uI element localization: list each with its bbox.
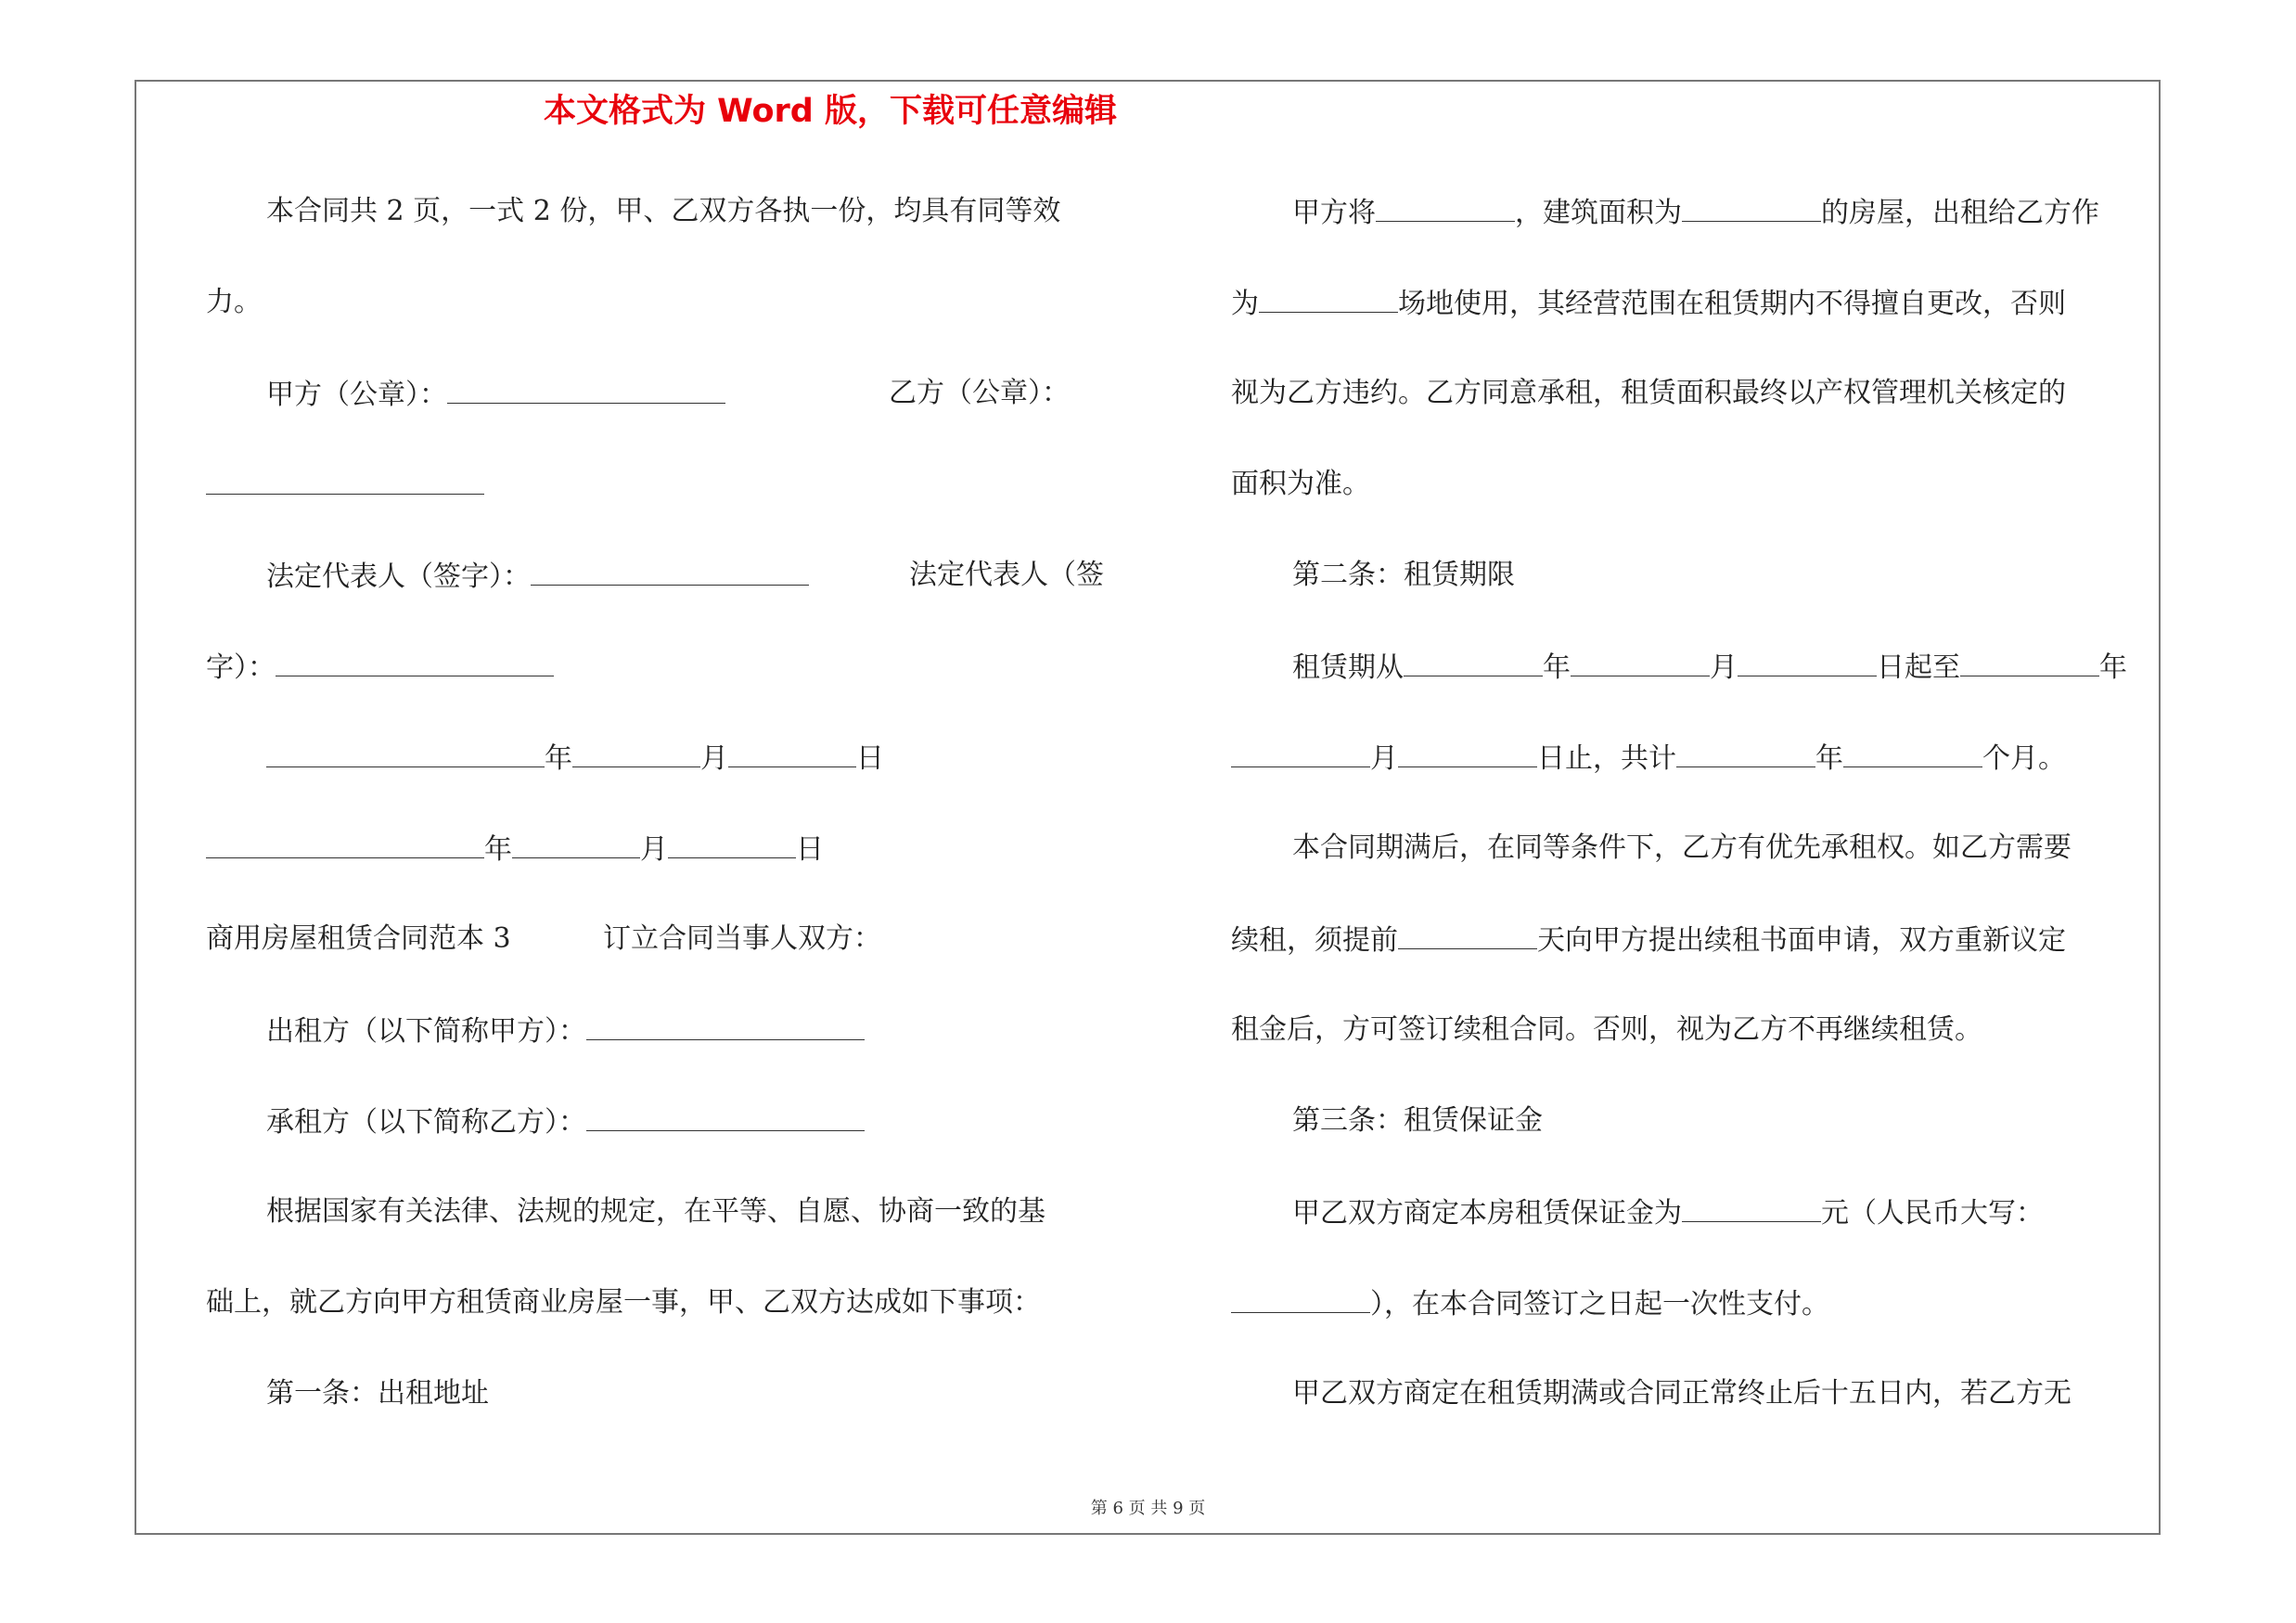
blank [1682,193,1821,222]
left-line-date-b [206,830,824,869]
blank [1376,193,1515,222]
text: 天向甲方提出续租书面申请，双方重新议定 [1537,924,2066,957]
text: 续租，须提前 [1231,924,1398,957]
text: 租金后，方可签订续租合同。否则，视为乙方不再继续租赁。 [1231,1013,1982,1046]
rep-b-label: 法定代表人（签 [909,559,1104,591]
month-blank [572,739,700,767]
rep-b-blank [276,648,554,676]
template-title: 商用房屋租赁合同范本 3 [206,922,511,955]
parties-intro: 订立合同当事人双方： [603,922,881,955]
blank [1676,739,1815,767]
left-line-lessee [266,1102,865,1141]
blank [1738,648,1877,676]
text: 第三条：租赁保证金 [1292,1104,1543,1137]
left-line-parties-intro [603,921,881,958]
day-label: 日 [856,742,884,775]
left-line-13 [206,1284,1041,1321]
text: 为 [1231,288,1259,320]
text: 个月。 [1982,742,2066,775]
month-label: 月 [700,742,728,775]
article-1-heading [266,1375,489,1412]
text: 日止，共计 [1537,742,1676,775]
right-line-14 [1292,1375,2072,1412]
month-blank [512,830,640,858]
right-line-8 [1292,830,2072,867]
right-line-1 [1292,193,2099,232]
lessor-blank [586,1011,865,1040]
text: 本合同共 2 页，一式 2 份，甲、乙双方各执一份，均具有同等效 [266,195,1061,227]
year-blank [206,830,484,858]
text: 第二条：租赁期限 [1292,559,1515,591]
text: 甲乙双方商定本房租赁保证金为 [1292,1197,1682,1230]
year-blank [266,739,545,767]
left-line-party-b-blank [206,466,484,505]
text: 力。 [206,286,262,318]
rep-a-label: 法定代表人（签字）： [266,560,531,593]
blank [1682,1193,1821,1222]
left-line-party-b [889,375,1070,412]
blank [1398,739,1537,767]
text: 第一条：出租地址 [266,1377,489,1410]
blank [1259,284,1398,313]
blank [1571,648,1710,676]
rep-b-label-cont: 字）： [206,651,276,684]
left-line-lessor [266,1011,865,1050]
text: 月 [1710,651,1738,684]
text: 视为乙方违约。乙方同意承租，租赁面积最终以产权管理机关核定的 [1231,377,2066,409]
text: 面积为准。 [1231,468,1370,500]
text: 根据国家有关法律、法规的规定，在平等、自愿、协商一致的基 [266,1195,1045,1228]
lessee-label: 承租方（以下简称乙方）： [266,1106,586,1139]
text: 甲乙双方商定在租赁期满或合同正常终止后十五日内，若乙方无 [1292,1377,2072,1410]
text: 年 [2099,651,2127,684]
right-line-3 [1231,375,2066,412]
article-2-heading [1292,557,1515,594]
day-blank [668,830,796,858]
blank [1231,739,1370,767]
blank [1404,648,1543,676]
rep-a-blank [531,557,809,586]
blank [1960,648,2099,676]
text: 元（人民币大写： [1821,1197,2044,1230]
text: 租赁期从 [1292,651,1404,684]
text: 日起至 [1877,651,1960,684]
right-line-deposit [1292,1193,2044,1232]
left-line-template-title [206,921,511,958]
right-line-2 [1231,284,2066,323]
month-label: 月 [640,833,668,866]
right-line-term-start [1292,648,2127,687]
lessee-blank [586,1102,865,1131]
year-label: 年 [545,742,572,775]
text: 的房屋，出租给乙方作 [1821,197,2099,229]
left-line-date-a [266,739,884,778]
left-line-party-a [266,375,725,414]
left-line-rep-b [909,557,1104,594]
right-line-10 [1231,1011,1982,1049]
left-line-1 [266,193,1060,230]
text: 年 [1543,651,1571,684]
blank [1398,921,1537,949]
party-a-label: 甲方（公章）： [266,379,447,411]
year-label: 年 [484,833,512,866]
lessor-label: 出租方（以下简称甲方）： [266,1015,586,1048]
text: 月 [1370,742,1398,775]
right-line-9 [1231,921,2066,960]
text: 础上，就乙方向甲方租赁商业房屋一事，甲、乙双方达成如下事项： [206,1286,1041,1319]
day-label: 日 [796,833,824,866]
right-line-deposit-cont [1231,1284,1829,1323]
party-b-label: 乙方（公章）： [889,377,1070,409]
blank [1231,1284,1370,1313]
party-b-blank [206,466,484,495]
right-line-4 [1231,466,1370,503]
text: 本合同期满后，在同等条件下，乙方有优先承租权。如乙方需要 [1292,831,2072,864]
text: ），在本合同签订之日起一次性支付。 [1370,1288,1829,1320]
left-line-rep-a [266,557,809,596]
right-line-term-end [1231,739,2066,778]
format-banner: 本文格式为 Word 版，下载可任意编辑 [543,93,1118,130]
day-blank [728,739,856,767]
text: 年 [1815,742,1843,775]
blank [1843,739,1982,767]
left-line-12 [266,1193,1045,1230]
text: 场地使用，其经营范围在租赁期内不得擅自更改，否则 [1398,288,2066,320]
left-line-rep-b-cont [206,648,554,687]
party-a-blank [447,375,725,404]
page-number: 第 6 页 共 9 页 [1090,1499,1206,1518]
text: 甲方将 [1292,197,1376,229]
article-3-heading [1292,1102,1543,1140]
text: ，建筑面积为 [1515,197,1682,229]
left-line-2 [206,284,262,321]
